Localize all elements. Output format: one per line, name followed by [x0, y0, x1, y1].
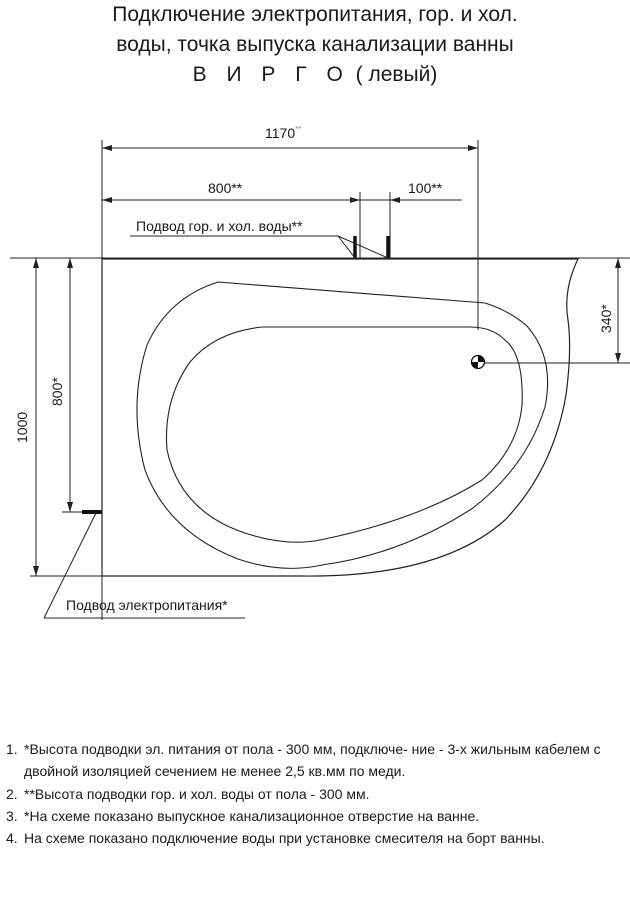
note-item	[6, 738, 621, 783]
model-variant: ( левый)	[355, 63, 438, 86]
water-offset-label: 800**	[208, 180, 243, 196]
note-item	[6, 805, 621, 827]
water-supply-label: Подвод гор. и хол. воды**	[136, 218, 303, 234]
note-number: 3.	[6, 807, 18, 824]
power-supply-label: Подвод электропитания*	[66, 597, 228, 613]
title-line-2: воды, точка выпуска канализации ванны	[116, 33, 514, 56]
note-text: На схеме показано подключение воды при установке смесителя на борт ванны.	[24, 830, 545, 847]
arrow-head	[468, 145, 478, 151]
note-number: 2.	[6, 785, 18, 802]
drain-point-icon	[472, 356, 485, 369]
water-spacing-label: 100**	[408, 180, 443, 196]
arrow-head	[67, 258, 73, 268]
arrow-head	[33, 566, 39, 576]
bathtub-outer-line	[137, 282, 548, 568]
note-text: **Высота подводки гор. и хол. воды от пола - 300 мм.	[24, 785, 370, 802]
power-height-label: 800*	[49, 377, 65, 406]
note-number: 4.	[6, 830, 18, 847]
note-text: *Высота подводки эл. питания от пола - 300 мм, подключе- ние - 3-х жильным кабелем с двойной изоляцией сечением не менее 2,5 кв.мм по меди.	[24, 741, 601, 780]
arrow-head	[102, 197, 112, 203]
bathtub-outline	[102, 259, 578, 576]
model-name: В И Р Г О	[192, 63, 350, 86]
arrow-head	[390, 197, 400, 203]
note-item	[6, 783, 621, 805]
note-number: 1.	[6, 741, 18, 757]
water-leader-line-2	[338, 236, 388, 258]
drain-offset-label: 340*	[598, 304, 614, 333]
height-total-label: 1000	[14, 411, 30, 443]
note-item	[6, 827, 621, 849]
arrow-head	[102, 145, 112, 151]
arrow-head	[615, 258, 621, 268]
arrow-head	[33, 258, 39, 268]
note-text: *На схеме показано выпускное канализационное отверстие на ванне.	[24, 807, 480, 824]
notes-list	[6, 738, 621, 849]
title-line-1: Подключение электропитания, гор. и хол.	[112, 3, 518, 26]
arrow-head	[350, 197, 360, 203]
width-total-label: 1170**	[265, 125, 302, 141]
arrow-head	[615, 353, 621, 363]
bathtub-inner-line	[166, 327, 522, 542]
arrow-head	[67, 502, 73, 512]
